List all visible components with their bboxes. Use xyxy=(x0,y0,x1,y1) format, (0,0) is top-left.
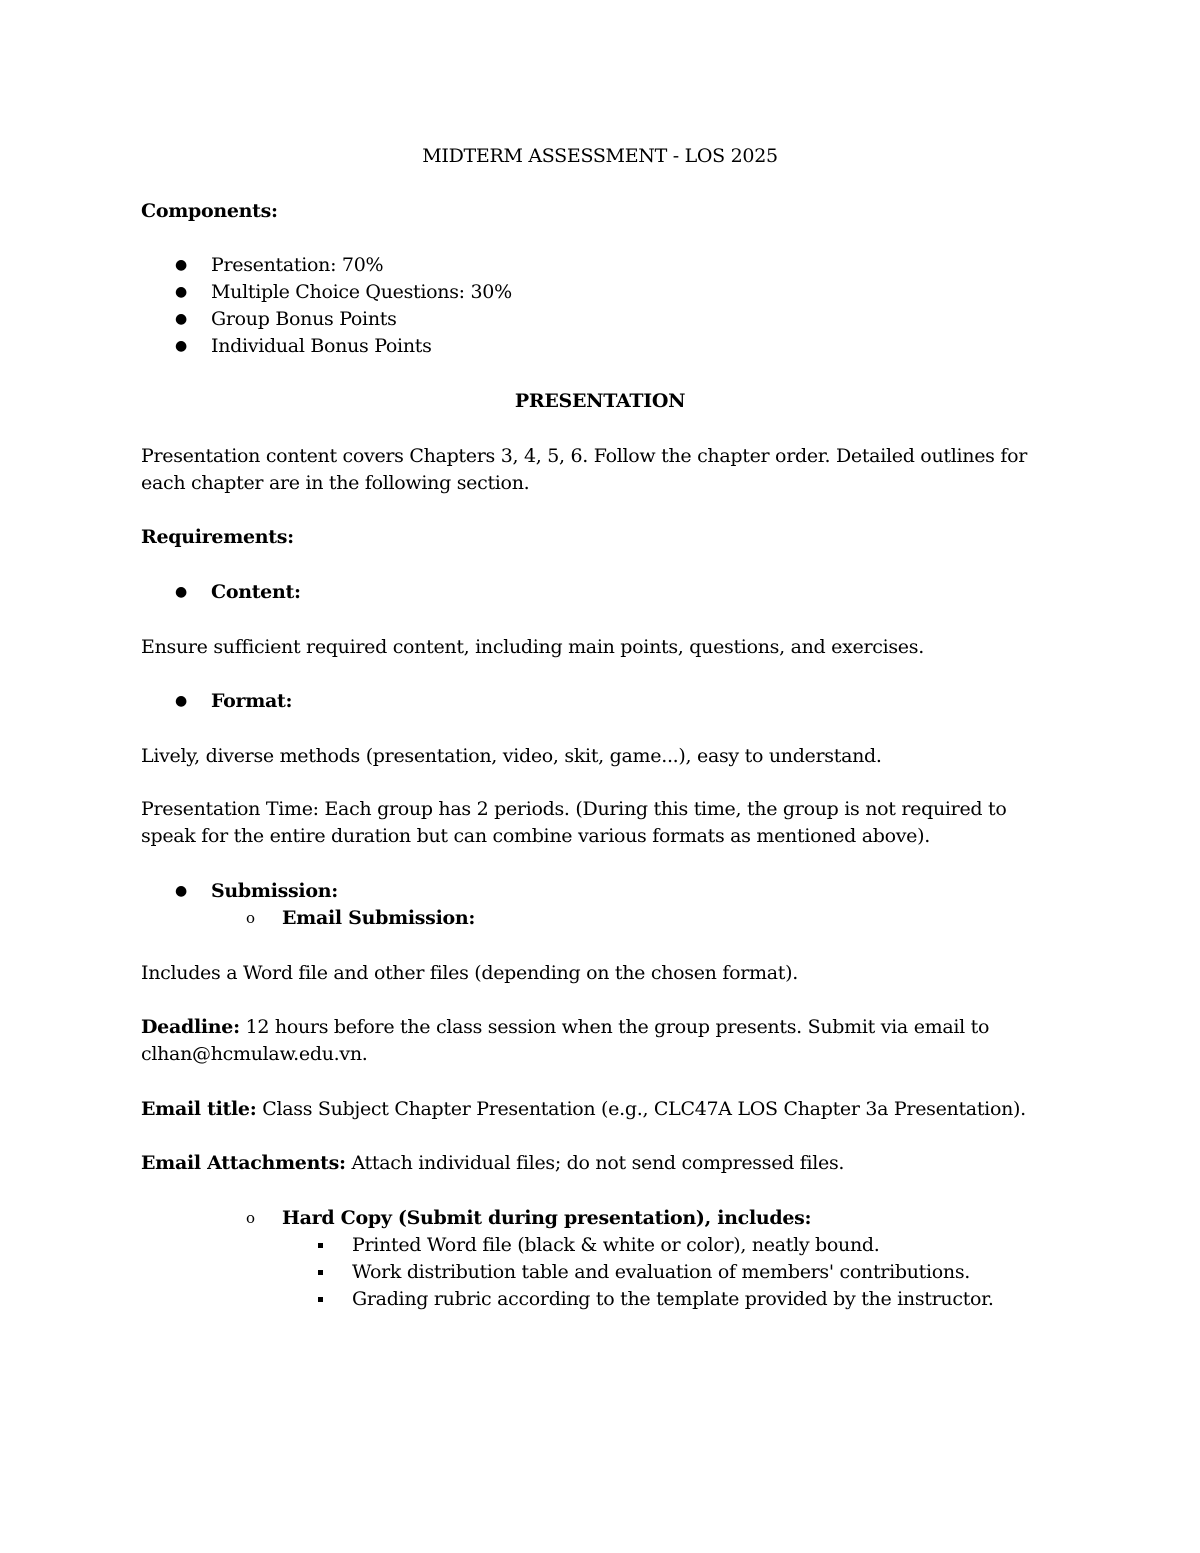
requirements-heading: Requirements: xyxy=(141,526,294,548)
email-attachments-label: Email Attachments: xyxy=(141,1152,346,1174)
bullet-icon: ● xyxy=(175,883,188,899)
presentation-heading: PRESENTATION xyxy=(514,390,686,412)
list-item: Multiple Choice Questions: 30% xyxy=(211,281,512,303)
hardcopy-label: Hard Copy (Submit during presentation), includes: xyxy=(282,1207,812,1229)
content-text: Ensure sufficient required content, including main points, questions, and exercises. xyxy=(141,636,924,658)
hardcopy-item: Printed Word file (black & white or color), neatly bound. xyxy=(352,1234,880,1256)
format-label: Format: xyxy=(211,690,293,712)
time-line-1: Presentation Time: Each group has 2 periods. (During this time, the group is not required to xyxy=(141,798,1007,820)
email-attachments-line xyxy=(141,1150,844,1177)
deadline-text: 12 hours before the class session when the group presents. Submit via email to xyxy=(245,1016,990,1038)
email-submission-label: Email Submission: xyxy=(282,907,476,929)
bullet-icon: ● xyxy=(175,257,188,273)
bullet-icon: ● xyxy=(175,338,188,354)
format-text: Lively, diverse methods (presentation, video, skit, game...), easy to understand. xyxy=(141,745,882,767)
hardcopy-item: Grading rubric according to the template provided by the instructor. xyxy=(352,1288,994,1310)
hardcopy-item: Work distribution table and evaluation of members' contributions. xyxy=(352,1261,971,1283)
square-bullet-icon xyxy=(318,1243,323,1248)
deadline-email: clhan@hcmulaw.edu.vn. xyxy=(141,1043,368,1065)
content-label: Content: xyxy=(211,581,301,603)
bullet-icon: ● xyxy=(175,311,188,327)
deadline-label: Deadline: xyxy=(141,1016,240,1038)
intro-line-1: Presentation content covers Chapters 3, 4, 5, 6. Follow the chapter order. Detailed outlines for xyxy=(141,445,1027,467)
email-title-line xyxy=(141,1096,1026,1123)
circle-bullet-icon: o xyxy=(246,1209,256,1227)
list-item: Presentation: 70% xyxy=(211,254,384,276)
list-item: Group Bonus Points xyxy=(211,308,397,330)
bullet-icon: ● xyxy=(175,284,188,300)
components-heading: Components: xyxy=(141,200,278,222)
email-title-label: Email title: xyxy=(141,1098,257,1120)
deadline-line xyxy=(141,1014,989,1041)
intro-line-2: each chapter are in the following section. xyxy=(141,472,530,494)
circle-bullet-icon: o xyxy=(246,909,256,927)
square-bullet-icon xyxy=(318,1297,323,1302)
email-title-text: Class Subject Chapter Presentation (e.g., CLC47A LOS Chapter 3a Presentation). xyxy=(262,1098,1026,1120)
email-includes-text: Includes a Word file and other files (depending on the chosen format). xyxy=(141,962,798,984)
time-line-2: speak for the entire duration but can combine various formats as mentioned above). xyxy=(141,825,930,847)
list-item: Individual Bonus Points xyxy=(211,335,432,357)
email-attachments-text: Attach individual files; do not send compressed files. xyxy=(351,1152,845,1174)
bullet-icon: ● xyxy=(175,693,188,709)
document-title: MIDTERM ASSESSMENT - LOS 2025 xyxy=(422,145,778,167)
square-bullet-icon xyxy=(318,1270,323,1275)
bullet-icon: ● xyxy=(175,584,188,600)
submission-label: Submission: xyxy=(211,880,338,902)
